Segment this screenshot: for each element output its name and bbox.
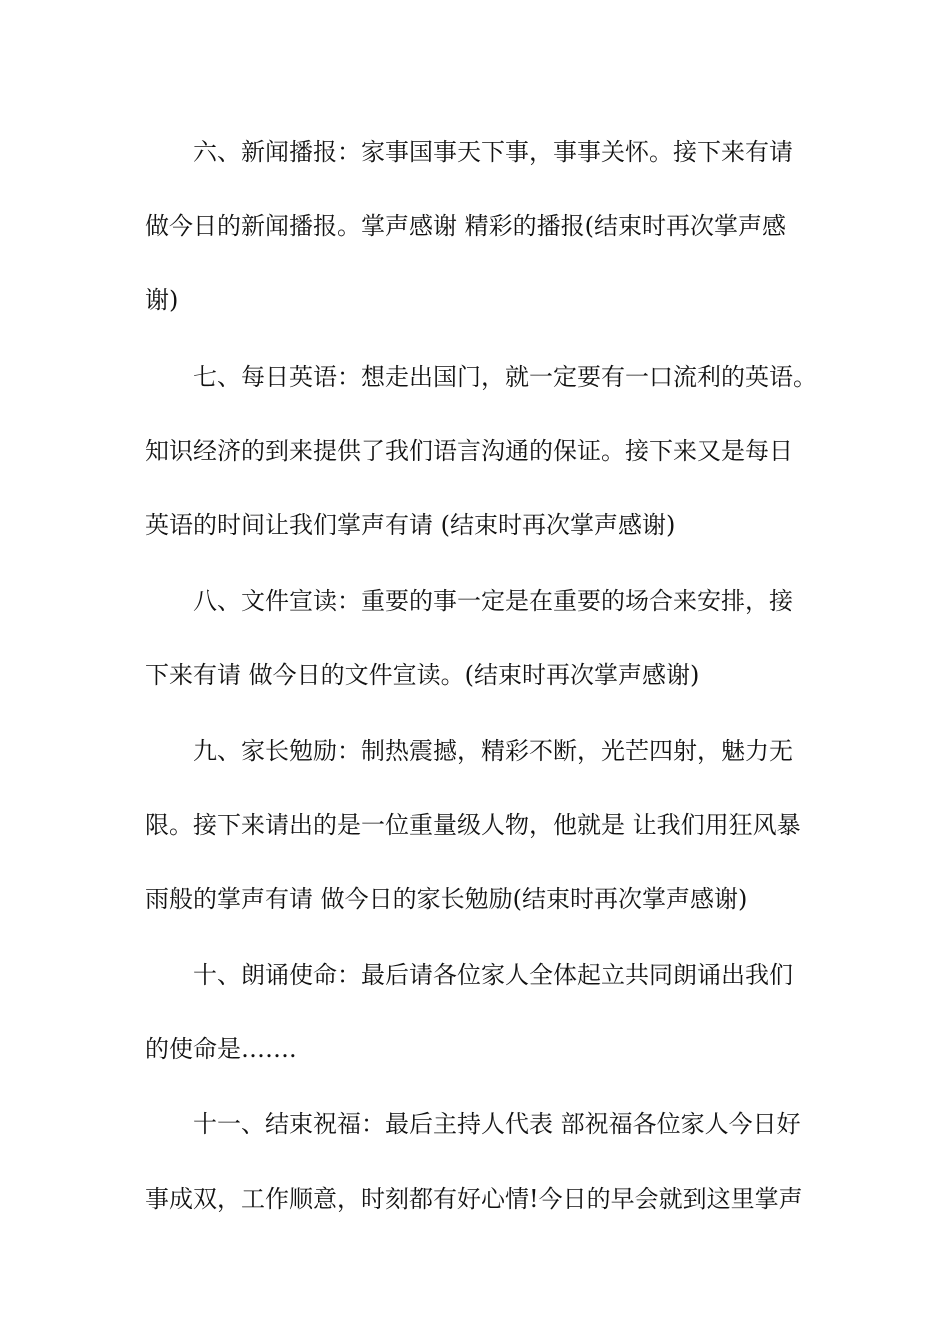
paragraph-9-line-2: 限。接下来请出的是一位重量级人物，他就是 让我们用狂风暴	[145, 811, 801, 839]
paragraph-7-line-2: 知识经济的到来提供了我们语言沟通的保证。接下来又是每日	[145, 437, 793, 465]
paragraph-6-line-3: 谢)	[145, 286, 179, 314]
paragraph-7-line-3: 英语的时间让我们掌声有请 (结束时再次掌声感谢)	[145, 511, 676, 539]
paragraph-11-line-1: 十一、结束祝福：最后主持人代表 部祝福各位家人今日好	[193, 1110, 801, 1138]
paragraph-9-line-3: 雨般的掌声有请 做今日的家长勉励(结束时再次掌声感谢)	[145, 885, 748, 913]
paragraph-6-line-2: 做今日的新闻播报。掌声感谢 精彩的播报(结束时再次掌声感	[145, 212, 786, 240]
paragraph-8-line-1: 八、文件宣读：重要的事一定是在重要的场合来安排，接	[193, 587, 793, 615]
paragraph-10-line-2: 的使命是…….	[145, 1035, 297, 1063]
paragraph-6-line-1: 六、新闻播报：家事国事天下事，事事关怀。接下来有请	[193, 138, 793, 166]
paragraph-9-line-1: 九、家长勉励：制热震撼，精彩不断，光芒四射，魅力无	[193, 737, 793, 765]
paragraph-8-line-2: 下来有请 做今日的文件宣读。(结束时再次掌声感谢)	[145, 661, 700, 689]
paragraph-10-line-1: 十、朗诵使命：最后请各位家人全体起立共同朗诵出我们	[193, 961, 793, 989]
paragraph-11-line-2: 事成双，工作顺意，时刻都有好心情!今日的早会就到这里掌声	[145, 1185, 803, 1213]
paragraph-7-line-1: 七、每日英语：想走出国门，就一定要有一口流利的英语。	[193, 363, 817, 391]
